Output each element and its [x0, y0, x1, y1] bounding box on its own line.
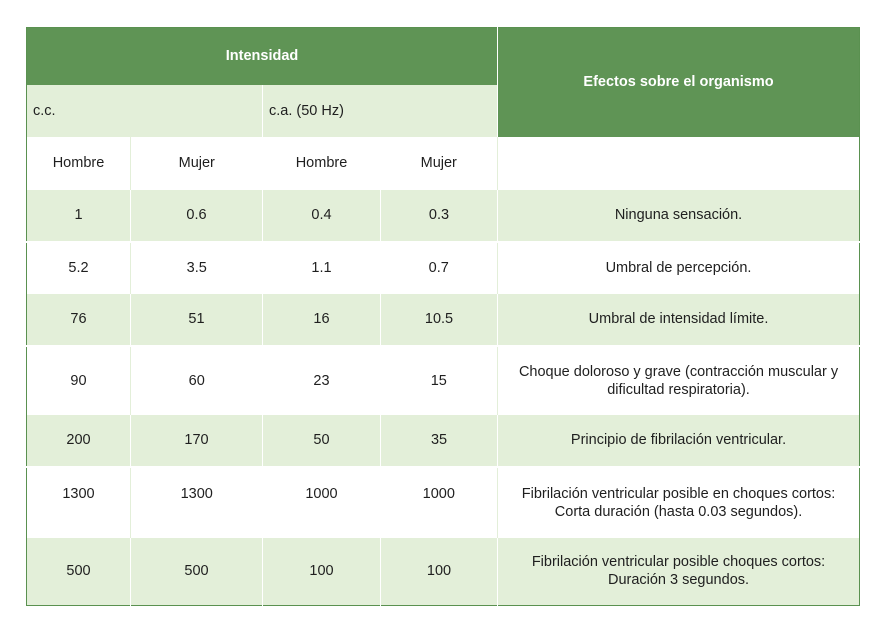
cell-ca-mujer: 100 — [381, 538, 498, 606]
cell-cc-mujer: 1300 — [131, 467, 263, 538]
cell-ca-hombre: 16 — [263, 294, 381, 346]
current-effects-table — [26, 27, 860, 606]
col-header-hombre-cc: Hombre — [27, 137, 131, 190]
table-row — [27, 242, 860, 294]
cell-cc-hombre: 1300 — [27, 467, 131, 538]
cell-cc-mujer: 51 — [131, 294, 263, 346]
cell-effect: Ninguna sensación. — [498, 190, 860, 242]
cell-cc-hombre: 5.2 — [27, 242, 131, 294]
cell-effect: Choque doloroso y grave (contracción muscular y dificultad respiratoria). — [498, 346, 860, 415]
table-row — [27, 467, 860, 538]
col-header-mujer-cc: Mujer — [131, 137, 263, 190]
cell-cc-mujer: 170 — [131, 415, 263, 467]
cell-cc-mujer: 0.6 — [131, 190, 263, 242]
cell-ca-mujer: 1000 — [381, 467, 498, 538]
cell-cc-hombre: 76 — [27, 294, 131, 346]
cell-cc-mujer: 500 — [131, 538, 263, 606]
cell-effect: Fibrilación ventricular posible en choques cortos: Corta duración (hasta 0.03 segundos). — [498, 467, 860, 538]
col-header-mujer-ca: Mujer — [381, 137, 498, 190]
cell-ca-mujer: 0.3 — [381, 190, 498, 242]
cell-ca-mujer: 35 — [381, 415, 498, 467]
cell-ca-mujer: 10.5 — [381, 294, 498, 346]
cell-ca-hombre: 50 — [263, 415, 381, 467]
cell-effect: Umbral de percepción. — [498, 242, 860, 294]
cell-cc-hombre: 200 — [27, 415, 131, 467]
cell-ca-hombre: 0.4 — [263, 190, 381, 242]
cell-effect: Principio de fibrilación ventricular. — [498, 415, 860, 467]
table-row — [27, 190, 860, 242]
intensity-header: Intensidad — [27, 28, 498, 85]
cell-cc-hombre: 1 — [27, 190, 131, 242]
cell-effect: Umbral de intensidad límite. — [498, 294, 860, 346]
cell-ca-mujer: 15 — [381, 346, 498, 415]
cell-cc-mujer: 60 — [131, 346, 263, 415]
col-header-hombre-ca: Hombre — [263, 137, 381, 190]
col-header-effects-empty — [498, 137, 860, 190]
cell-ca-hombre: 1000 — [263, 467, 381, 538]
cell-ca-hombre: 23 — [263, 346, 381, 415]
cell-cc-mujer: 3.5 — [131, 242, 263, 294]
ca-header: c.a. (50 Hz) — [263, 85, 498, 137]
table-row — [27, 346, 860, 415]
table-row — [27, 415, 860, 467]
cell-ca-mujer: 0.7 — [381, 242, 498, 294]
cell-cc-hombre: 90 — [27, 346, 131, 415]
effects-header: Efectos sobre el organismo — [498, 28, 860, 137]
cell-ca-hombre: 100 — [263, 538, 381, 606]
cell-ca-hombre: 1.1 — [263, 242, 381, 294]
table-row — [27, 538, 860, 606]
cell-cc-hombre: 500 — [27, 538, 131, 606]
table-row — [27, 294, 860, 346]
cell-effect: Fibrilación ventricular posible choques cortos: Duración 3 segundos. — [498, 538, 860, 606]
cc-header: c.c. — [27, 85, 263, 137]
